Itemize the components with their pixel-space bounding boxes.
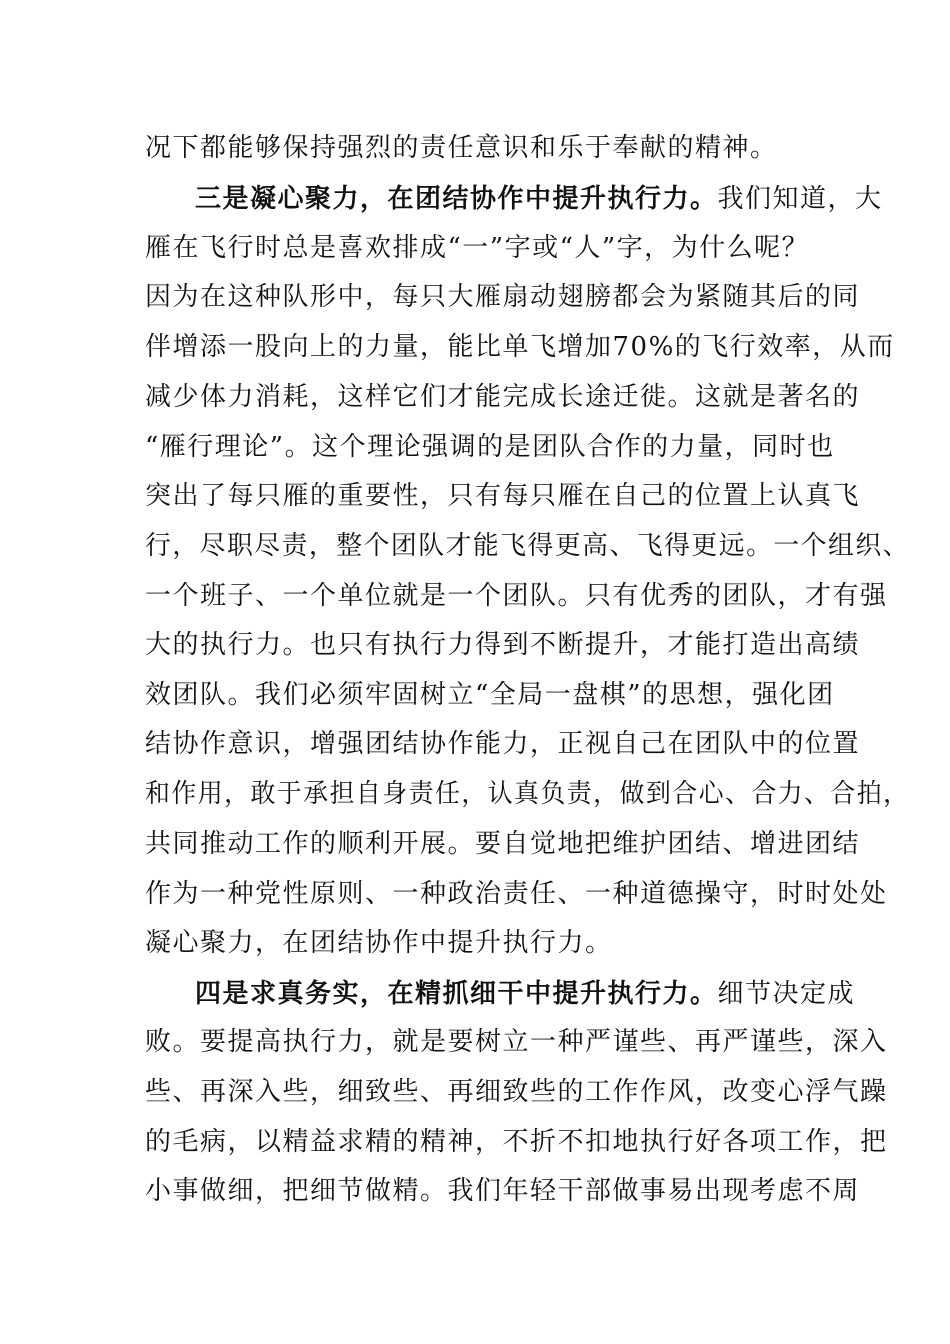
text-line: 结协作意识，增强团结协作能力，正视自己在团队中的位置 [145,729,861,759]
text-line: 的毛病，以精益求精的精神，不折不扣地执行好各项工作，把 [145,1127,888,1157]
text-line: 况下都能够保持强烈的责任意识和乐于奉献的精神。 [145,133,778,163]
text-line: 突出了每只雁的重要性，只有每只雁在自己的位置上认真飞 [145,481,861,511]
text-line: 凝心聚力，在团结协作中提升执行力。 [145,928,613,958]
text-line: 雁在飞行时总是喜欢排成“一”字或“人”字，为什么呢？ [145,233,810,263]
section-heading-three: 三是凝心聚力，在团结协作中提升执行力。 [195,184,718,214]
text-line: 大的执行力。也只有执行力得到不断提升，才能打造出高绩 [145,630,861,660]
text-line: 和作用，敢于承担自身责任，认真负责，做到合心、合力、合拍， [145,779,910,809]
text-line: 行，尽职尽责，整个团队才能飞得更高、飞得更远。一个组织、 [145,531,911,561]
text-line: 败。要提高执行力，就是要树立一种严谨些、再严谨些，深入 [145,1027,888,1057]
text-line: “雁行理论”。这个理论强调的是团队合作的力量，同时也 [145,432,835,462]
text-line: 伴增添一股向上的力量，能比单飞增加70%的飞行效率，从而 [145,332,895,362]
text-line: 共同推动工作的顺利开展。要自觉地把维护团结、增进团结 [145,829,861,859]
text-run: 细节决定成 [717,979,856,1009]
text-run: 我们知道，大 [717,184,883,214]
section-heading-four: 四是求真务实，在精抓细干中提升执行力。 [195,979,718,1009]
text-line: 效团队。我们必须牢固树立“全局一盘棋”的思想，强化团 [145,680,835,710]
text-line: 因为在这种队形中，每只大雁扇动翅膀都会为紧随其后的同 [145,282,861,312]
text-line: 小事做细，把细节做精。我们年轻干部做事易出现考虑不周 [145,1176,861,1206]
text-line: 作为一种党性原则、一种政治责任、一种道德操守，时时处处 [145,879,888,909]
paragraph-three-first-line [195,175,883,223]
paragraph-four-first-line [195,970,855,1018]
text-line: 减少体力消耗，这样它们才能完成长途迁徙。这就是著名的 [145,382,861,412]
text-line: 些、再深入些，细致些、再细致些的工作作风，改变心浮气躁 [145,1077,888,1107]
text-line: 一个班子、一个单位就是一个团队。只有优秀的团队，才有强 [145,581,888,611]
